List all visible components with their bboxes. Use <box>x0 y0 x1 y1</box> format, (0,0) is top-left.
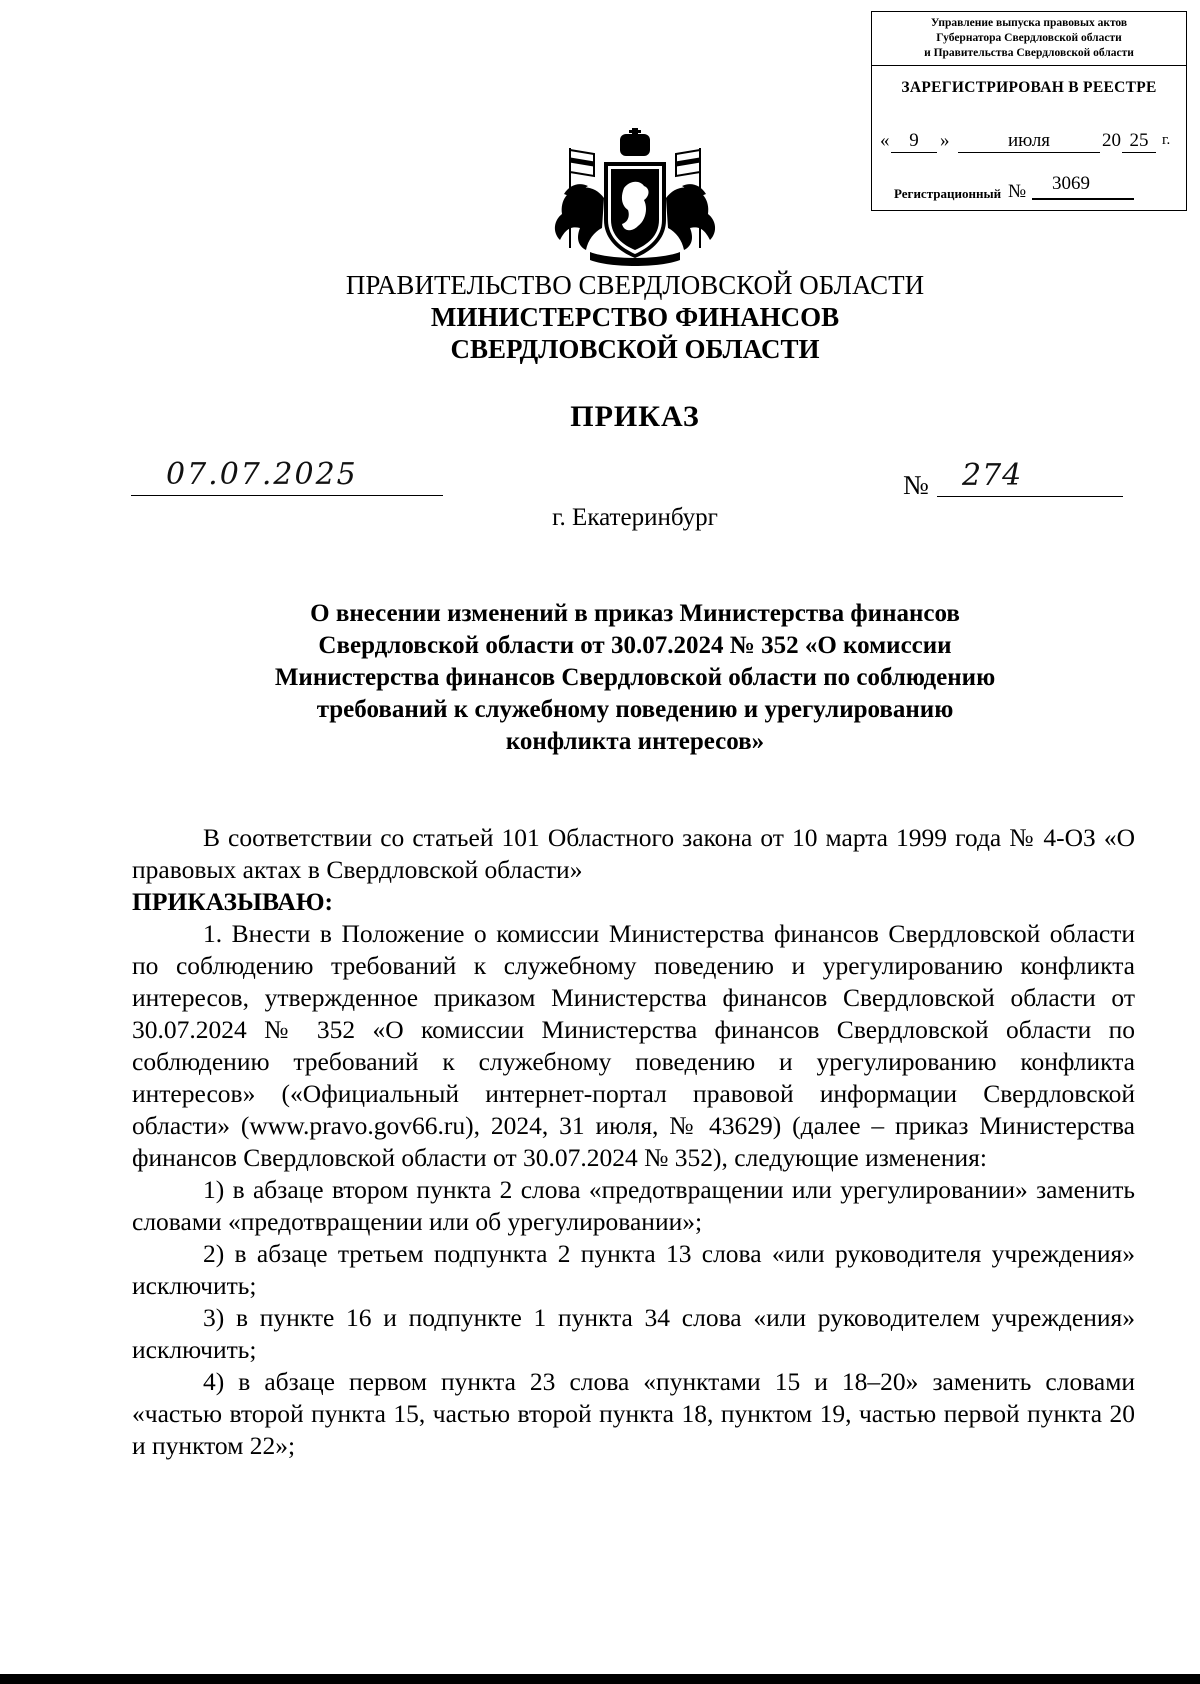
stamp-header-line: и Правительства Свердловской области <box>924 47 1134 59</box>
order-date-handwritten: 07.07.2025 <box>166 457 358 492</box>
order-word: ПРИКАЗЫВАЮ: <box>132 887 334 916</box>
stamp-date-open-quote: « <box>880 130 890 151</box>
title-line: конфликта интересов» <box>505 728 765 755</box>
subitem-1-paragraph: 1) в абзаце втором пункта 2 слова «предотвращении или урегулировании» заменить словами «предотвращении или об урегулировании»; <box>132 1175 1135 1236</box>
city: г. Екатеринбург <box>552 504 718 531</box>
stamp-date-close-quote: » <box>940 130 950 151</box>
order-date-field <box>131 455 443 496</box>
stamp-date-month: июля <box>958 130 1100 153</box>
government-name: ПРАВИТЕЛЬСТВО СВЕРДЛОВСКОЙ ОБЛАСТИ <box>345 270 925 300</box>
order-number-field <box>937 458 1123 497</box>
stamp-date-year-suffix: 25 <box>1122 130 1156 153</box>
document-body <box>132 822 1135 1462</box>
subitem-3-paragraph: 3) в пункте 16 и подпункте 1 пункта 34 слова «или руководителем учреждения» исключить; <box>132 1303 1135 1364</box>
ministry-name-line1: МИНИСТЕРСТВО ФИНАНСОВ <box>430 302 840 332</box>
stamp-header <box>872 12 1186 66</box>
order-number-sign: № <box>903 470 929 500</box>
order-number-handwritten: 274 <box>962 458 1023 493</box>
coat-of-arms-icon <box>540 128 730 268</box>
stamp-date <box>880 130 1180 154</box>
title-line: Свердловской области от 30.07.2024 № 352 «О комиссии <box>318 632 952 659</box>
subitem-2-paragraph: 2) в абзаце третьем подпункта 2 пункта 13 слова «или руководителя учреждения» исключить; <box>132 1239 1135 1300</box>
stamp-date-year-unit: г. <box>1162 132 1171 148</box>
preamble-paragraph: В соответствии со статьей 101 Областного закона от 10 марта 1999 года № 4-ОЗ «О правовых актах в Свердловской области» <box>132 823 1135 884</box>
stamp-reg-no-sign: № <box>1008 181 1027 202</box>
stamp-date-day: 9 <box>891 130 937 153</box>
document-type: ПРИКАЗ <box>570 400 700 433</box>
title-line: Министерства финансов Свердловской области по соблюдению <box>274 664 996 691</box>
title-line: требований к служебному поведению и урегулированию <box>316 696 954 723</box>
stamp-header-line: Губернатора Свердловской области <box>936 32 1122 44</box>
title-line: О внесении изменений в приказ Министерства финансов <box>310 600 960 627</box>
subitem-4-paragraph: 4) в абзаце первом пункта 23 слова «пунктами 15 и 18–20» заменить словами «частью второй пункта 15, частью второй пункта 18, пунктом 19, частью первой пункта 20 и пунктом 22»; <box>132 1367 1135 1460</box>
stamp-registered-label: ЗАРЕГИСТРИРОВАН В РЕЕСТРЕ <box>901 79 1157 96</box>
item-1-paragraph: 1. Внести в Положение о комиссии Министерства финансов Свердловской области по соблюдению требований к служебному поведению и урегулированию конфликта интересов, утвержденное приказом Министерства финансов Свердловской области от 30.07.2024 № 352 «О комиссии Министерства финансов Свердловской области по соблюдению требований к служебному поведению и урегулированию конфликта интересов» («Официальный интернет-портал правовой информации Свердловской области» (www.pravo.gov66.ru), 2024, 31 июля, № 43629) (далее – приказ Министерства финансов Свердловской области от 30.07.2024 № 352), следующие изменения: <box>132 919 1135 1172</box>
stamp-reg-number: 3069 <box>1032 172 1134 200</box>
scan-bottom-border <box>0 1674 1200 1684</box>
document-title <box>180 598 1090 758</box>
ministry-name-line2: СВЕРДЛОВСКОЙ ОБЛАСТИ <box>450 334 820 364</box>
stamp-registration-number <box>894 168 1174 204</box>
stamp-reg-label: Регистрационный <box>894 186 1002 201</box>
registry-stamp <box>871 11 1187 211</box>
stamp-date-year-prefix: 20 <box>1102 130 1121 151</box>
stamp-header-line: Управление выпуска правовых актов <box>930 17 1128 29</box>
